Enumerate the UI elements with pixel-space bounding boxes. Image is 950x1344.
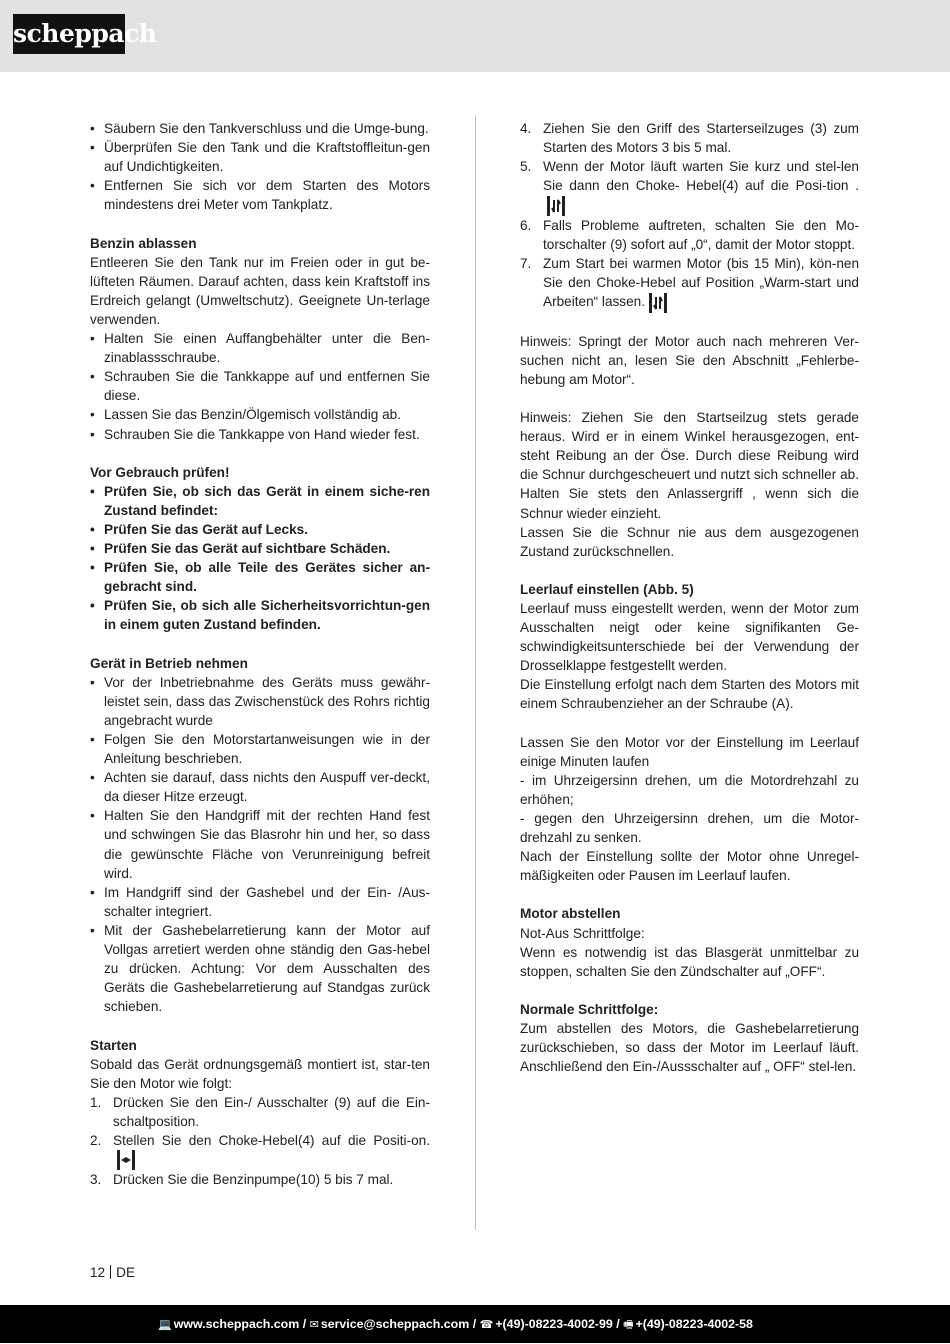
paragraph: Entleeren Sie den Tank nur im Freien oder in gut be-lüfteten Räumen. Darauf achten, dass kein Kraftstoff ins Erdreich gelangt (Umweltschutz). Geeignete Un-terlage verwenden. bbox=[90, 254, 430, 327]
start-steps-continued-list bbox=[520, 119, 859, 313]
list-item: • Entfernen Sie sich vor dem Starten des Motors mindestens drei Meter vom Tankplatz. bbox=[90, 176, 430, 214]
list-item: • Halten Sie einen Auffangbehälter unter die Ben-zinablassschraube. bbox=[90, 329, 430, 367]
section-heading-betrieb: Gerät in Betrieb nehmen bbox=[90, 655, 248, 671]
list-item: • Lassen Sie das Benzin/Ölgemisch vollständig ab. bbox=[90, 405, 430, 424]
list-item: 7. Zum Start bei warmen Motor (bis 15 Min), kön-nen Sie den Choke-Hebel auf Position „Warm-start und Arbeiten“ lassen. bbox=[520, 254, 859, 313]
tank-bullet-list bbox=[90, 119, 430, 214]
page-number: 12 DE bbox=[90, 1265, 136, 1280]
phone-number: +(49)-08223-4002-99 / bbox=[495, 1317, 620, 1331]
paragraph: Lassen Sie den Motor vor der Einstellung im Leerlauf einige Minuten laufen bbox=[520, 734, 859, 769]
list-item: • Prüfen Sie das Gerät auf sichtbare Schäden. bbox=[90, 539, 430, 558]
hinweis-paragraph: Hinweis: Springt der Motor auch nach mehreren Ver-suchen nicht an, lesen Sie den Abschnitt „Fehlerbe-hebung am Motor“. bbox=[520, 333, 859, 387]
section-heading-normal: Normale Schrittfolge: bbox=[520, 1001, 659, 1017]
left-column bbox=[90, 119, 430, 1190]
choke-closed-icon bbox=[115, 1150, 137, 1170]
paragraph: Die Einstellung erfolgt nach dem Starten des Motors mit einem Schraubenzieher an der Schraube (A). bbox=[520, 677, 859, 712]
list-item: • Vor der Inbetriebnahme des Geräts muss gewähr-leistet sein, dass das Zwischenstück des Rohrs richtig angebracht wurde bbox=[90, 673, 430, 730]
header-band bbox=[0, 0, 950, 72]
list-item: • Überprüfen Sie den Tank und die Kraftstoffleitun-gen auf Undichtigkeiten. bbox=[90, 138, 430, 176]
list-item: • Mit der Gashebelarretierung kann der Motor auf Vollgas arretiert werden ohne ständig den Gas-hebel zu drücken. Achtung: Vor dem Ausschalten des Geräts die Gashebelarretierung auf Standgas zurück schieben. bbox=[90, 921, 430, 1016]
section-heading-benzin: Benzin ablassen bbox=[90, 235, 197, 251]
section-heading-abstellen: Motor abstellen bbox=[520, 906, 621, 922]
contact-footer bbox=[0, 1305, 950, 1343]
list-item: • Prüfen Sie, ob sich das Gerät in einem siche-ren Zustand befindet: bbox=[90, 482, 430, 520]
paragraph: - im Uhrzeigersinn drehen, um die Motordrehzahl zu erhöhen; bbox=[520, 772, 859, 807]
section-heading-leerlauf: Leerlauf einstellen (Abb. 5) bbox=[520, 581, 694, 597]
mail-icon: ✉ bbox=[309, 1319, 319, 1331]
phone-icon: ☎ bbox=[479, 1319, 494, 1331]
list-item: • Folgen Sie den Motorstartanweisungen wie in der Anleitung beschrieben. bbox=[90, 730, 430, 768]
right-column bbox=[520, 119, 859, 1076]
hinweis-paragraph: Hinweis: Ziehen Sie den Startseilzug stets gerade heraus. Wird er in einem Winkel herausgezogen, ent-steht Reibung an der Öse. Durch diese Reibung wird die Schnur durchgescheuert und nutzt sich schneller ab. Halten Sie stets den Anlassergriff , wenn sich die Schnur wieder einzieht. bbox=[520, 410, 859, 521]
choke-open-icon bbox=[647, 293, 669, 313]
list-item: 2. Stellen Sie den Choke-Hebel(4) auf die Positi-on. bbox=[90, 1131, 430, 1171]
list-item: • Im Handgriff sind der Gashebel und der Ein- /Aus-schalter integriert. bbox=[90, 883, 430, 921]
list-item: • Säubern Sie den Tankverschluss und die Umge-bung. bbox=[90, 119, 430, 138]
list-item: • Prüfen Sie, ob sich alle Sicherheitsvorrichtun-gen in einem guten Zustand befinden. bbox=[90, 596, 430, 634]
website-link[interactable]: www.scheppach.com / bbox=[173, 1317, 307, 1331]
list-item: 5. Wenn der Motor läuft warten Sie kurz und stel-len Sie dann den Choke- Hebel(4) auf die Posi-tion . bbox=[520, 157, 859, 216]
brand-logo: scheppach bbox=[13, 14, 125, 54]
betrieb-bullet-list bbox=[90, 673, 430, 1017]
list-item: • Prüfen Sie, ob alle Teile des Gerätes sicher an-gebracht sind. bbox=[90, 558, 430, 596]
pruefen-bullet-list bbox=[90, 482, 430, 635]
list-item: 3. Drücken Sie die Benzinpumpe(10) 5 bis 7 mal. bbox=[90, 1172, 394, 1188]
paragraph: Wenn es notwendig ist das Blasgerät unmittelbar zu stoppen, schalten Sie den Zündschalter auf „OFF“. bbox=[520, 944, 859, 979]
list-item: • Schrauben Sie die Tankkappe auf und entfernen Sie diese. bbox=[90, 367, 430, 405]
benzin-bullet-list bbox=[90, 329, 430, 444]
list-item: • Achten sie darauf, dass nichts den Auspuff ver-deckt, da dieser Hitze erzeugt. bbox=[90, 768, 430, 806]
paragraph: Sobald das Gerät ordnungsgemäß montiert ist, star-ten Sie den Motor wie folgt: bbox=[90, 1056, 430, 1091]
list-item: 6. Falls Probleme auftreten, schalten Sie den Mo-torschalter (9) sofort auf „0“, damit der Motor stoppt. bbox=[520, 217, 859, 252]
paragraph: - gegen den Uhrzeigersinn drehen, um die Motor-drehzahl zu senken. bbox=[520, 811, 859, 846]
paragraph: Leerlauf muss eingestellt werden, wenn der Motor zum Ausschalten neigt oder keine signifikanten Ge-schwindigkeitsunterschiede bei der Verwendung der Drosselklappe festgestellt werden. bbox=[520, 600, 859, 674]
computer-icon: 💻 bbox=[158, 1319, 172, 1331]
paragraph: Nach der Einstellung sollte der Motor ohne Unregel-mäßigkeiten oder Pausen im Leerlauf laufen. bbox=[520, 849, 859, 884]
fax-icon: 🖷 bbox=[623, 1319, 634, 1331]
choke-open-icon bbox=[545, 196, 567, 216]
start-steps-list bbox=[90, 1093, 430, 1190]
email-link[interactable]: service@scheppach.com / bbox=[320, 1317, 477, 1331]
list-item: • Prüfen Sie das Gerät auf Lecks. bbox=[90, 520, 430, 539]
paragraph: Lassen Sie die Schnur nie aus dem ausgezogenen Zustand zurückschnellen. bbox=[520, 524, 859, 559]
list-item: 4. Ziehen Sie den Griff des Starterseilzuges (3) zum Starten des Motors 3 bis 5 mal. bbox=[520, 121, 859, 156]
list-item: 1. Drücken Sie den Ein-/ Ausschalter (9) auf die Ein-schaltposition. bbox=[90, 1094, 430, 1129]
section-heading-pruefen: Vor Gebrauch prüfen! bbox=[90, 464, 230, 480]
fax-number: +(49)-08223-4002-58 bbox=[635, 1317, 753, 1331]
column-divider bbox=[475, 115, 476, 1230]
paragraph: Zum abstellen des Motors, die Gashebelarretierung zurückschieben, so dass der Motor im Leerlauf läuft. Anschließend den Ein-/Aussschalter auf „ OFF“ stel-len. bbox=[520, 1021, 859, 1075]
list-item: • Halten Sie den Handgriff mit der rechten Hand fest und schwingen Sie das Blasrohr hin und her, so dass die gewünschte Fläche von Verunreinigung befreit wird. bbox=[90, 806, 430, 882]
paragraph: Not-Aus Schrittfolge: bbox=[520, 925, 645, 941]
list-item: • Schrauben Sie die Tankkappe von Hand wieder fest. bbox=[90, 425, 430, 444]
section-heading-starten: Starten bbox=[90, 1037, 137, 1053]
